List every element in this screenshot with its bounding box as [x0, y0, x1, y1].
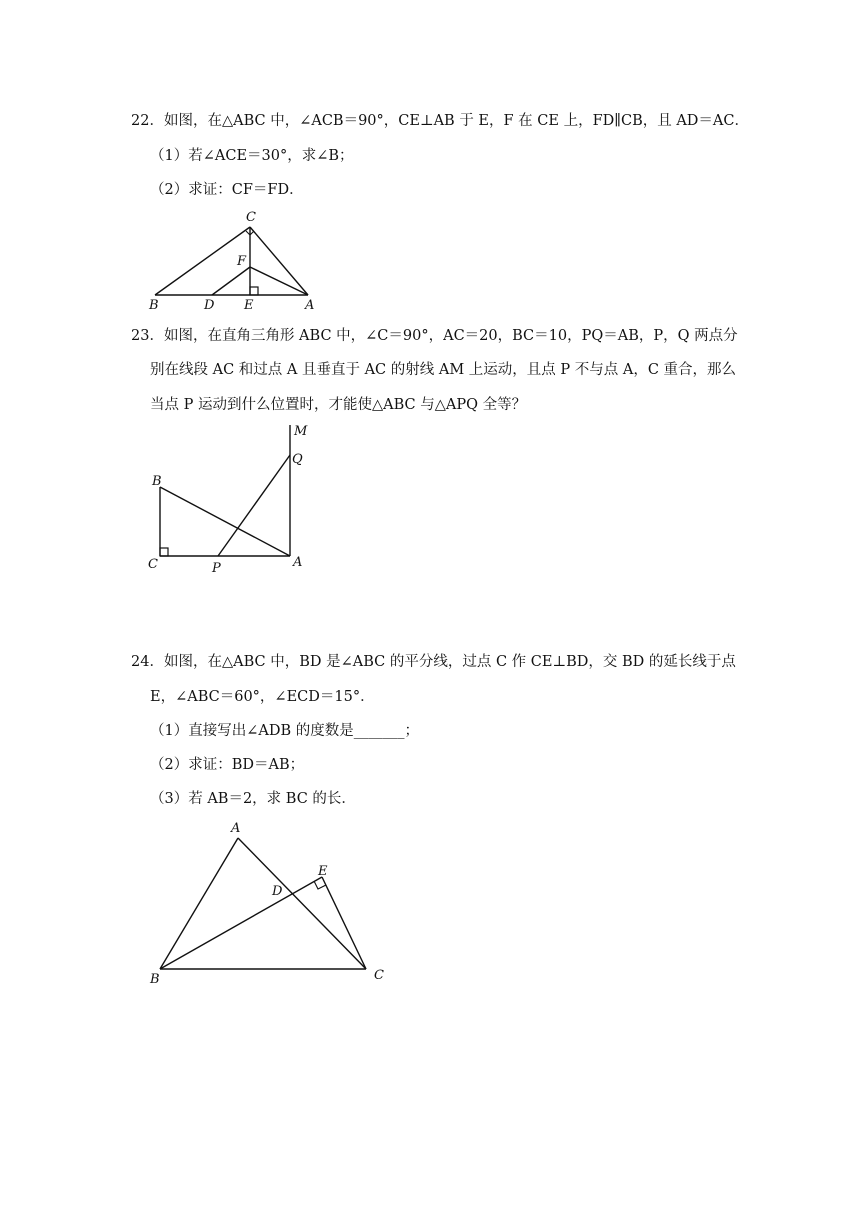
- q24-part1: （1）直接写出∠ADB 的度数是_______；: [150, 723, 419, 739]
- q23-label-Q: Q: [292, 452, 303, 467]
- q23-label-M: M: [294, 424, 308, 439]
- q23-label-B: B: [152, 474, 162, 489]
- q22-figure: [140, 205, 340, 315]
- q24-label-C: C: [374, 968, 384, 983]
- q23-stem-line1: 23．如图，在直角三角形 ABC 中，∠C＝90°，AC＝20，BC＝10，PQ＝AB，P，Q 两点分: [131, 328, 738, 344]
- q24-part2: （2）求证：BD＝AB；: [150, 757, 305, 773]
- q22-label-D: D: [204, 298, 215, 313]
- q23-stem-line3: 当点 P 运动到什么位置时，才能使△ABC 与△APQ 全等？: [150, 397, 527, 413]
- q22-label-B: B: [149, 298, 159, 313]
- q22-label-F: F: [237, 254, 247, 269]
- q22-part1: （1）若∠ACE＝30°，求∠B；: [150, 148, 354, 164]
- q24-label-B: B: [150, 972, 160, 987]
- q23-label-A: A: [293, 555, 303, 570]
- q24-figure: [140, 815, 400, 995]
- q22-label-C: C: [246, 210, 256, 225]
- q24-label-E: E: [318, 864, 328, 879]
- q23-label-P: P: [212, 561, 221, 576]
- q23-label-C: C: [148, 557, 158, 572]
- q24-label-D: D: [272, 884, 283, 899]
- q24-stem-line1: 24．如图，在△ABC 中，BD 是∠ABC 的平分线，过点 C 作 CE⊥BD，交 BD 的延长线于点: [131, 654, 736, 670]
- q23-stem-line2: 别在线段 AC 和过点 A 且垂直于 AC 的射线 AM 上运动，且点 P 不与点 A，C 重合，那么: [150, 362, 737, 378]
- q23-figure: [140, 420, 330, 580]
- q22-label-E: E: [244, 298, 254, 313]
- q24-label-A: A: [231, 821, 241, 836]
- q24-part3: （3）若 AB＝2，求 BC 的长．: [150, 791, 356, 807]
- q24-stem-line2: E，∠ABC＝60°，∠ECD＝15°．: [150, 689, 375, 705]
- q22-stem: 22．如图，在△ABC 中，∠ACB＝90°，CE⊥AB 于 E，F 在 CE 上，FD∥CB，且 AD＝AC．: [131, 113, 749, 129]
- q22-part2: （2）求证：CF＝FD．: [150, 182, 304, 198]
- q22-label-A: A: [305, 298, 315, 313]
